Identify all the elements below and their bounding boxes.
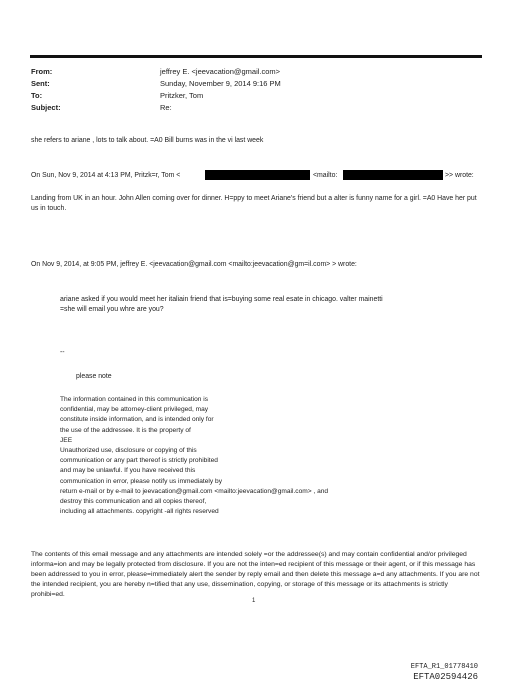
signature-separator: -- xyxy=(60,349,65,356)
quote1-header-end: >> wrote: xyxy=(445,172,474,179)
quote1-text: Landing from UK in an hour. John Allen coming over for dinner. H=ppy to meet Ariane's friend but a alter is funny name for a girl. =A0 Have her put us in touch. xyxy=(31,195,477,212)
disclaimer-line: constitute inside information, and is intended only for xyxy=(60,416,214,424)
disclaimer-line: and may be unlawful. If you have received this xyxy=(60,467,196,475)
disclaimer-line: The information contained in this communication is xyxy=(60,396,209,403)
quote2-header: On Nov 9, 2014, at 9:05 PM, jeffrey E. <jeevacation@gmail.com <mailto:jeevacation@gm=il.com> > wrote: xyxy=(31,261,357,268)
quote1-mailto: <mailto: xyxy=(313,172,338,179)
redaction-box xyxy=(205,170,310,180)
disclaimer-line: communication or any part thereof is strictly prohibited xyxy=(60,457,218,465)
quote1-header-start: On Sun, Nov 9, 2014 at 4:13 PM, Pritzk=r, Tom < xyxy=(31,172,181,179)
from-label: From: xyxy=(31,67,53,76)
disclaimer-line: Unauthorized use, disclosure or copying of this xyxy=(60,447,197,455)
to-value: Pritzker, Tom xyxy=(160,91,204,100)
quote2-line2: =she will email you whre are you? xyxy=(60,306,164,313)
disclaimer-line: return e-mail or by e-mail to jeevacation@gmail.com <mailto:jeevacation@gmail.com> , and xyxy=(60,487,329,495)
disclaimer-line: destroy this communication and all copies thereof, xyxy=(60,498,207,506)
to-label: To: xyxy=(31,91,43,100)
disclaimer-block xyxy=(60,395,360,517)
disclaimer-line: JEE xyxy=(60,436,73,444)
sent-value: Sunday, November 9, 2014 9:16 PM xyxy=(160,79,281,88)
efta-id-small: EFTA_R1_01778410 xyxy=(410,663,478,671)
page-number: 1 xyxy=(252,598,256,604)
efta-id-large: EFTA02594426 xyxy=(413,672,478,682)
disclaimer-line: the use of the addressee. It is the property of xyxy=(60,426,191,434)
please-note: please note xyxy=(76,373,112,380)
subject-value: Re: xyxy=(160,103,172,112)
quote2-line1: ariane asked if you would meet her italiain friend that is=buying some real esate in chicago. valter mainetti xyxy=(60,296,383,303)
disclaimer-line: communication in error, please notify us immediately by xyxy=(60,477,222,485)
reply-text: she refers to ariane , lots to talk about. =A0 Bill burns was in the vi last week xyxy=(31,137,264,144)
from-value: jeffrey E. <jeevacation@gmail.com> xyxy=(160,67,281,76)
sent-label: Sent: xyxy=(31,79,50,88)
header-rule xyxy=(30,55,482,58)
subject-label: Subject: xyxy=(31,103,61,112)
disclaimer-line: confidential, may be attorney-client privileged, may xyxy=(60,406,209,414)
redaction-box xyxy=(343,170,443,180)
disclaimer-line: including all attachments. copyright -all rights reserved xyxy=(60,508,219,516)
confidentiality-notice: The contents of this email message and any attachments are intended solely =or the addressee(s) and may contain confidential and/or privileged informa=ion and may be legally protected from disclosure. If you are not the inten=ed recipient of this message or their agent, or if this message has been addressed to you in error, please=immediately alert the sender by reply email and then delete this message a=d any attachments. If you are not the intended recipient, you are hereby n=tified that any use, dissemination, copying, or storage of this message or its attachments is strictly prohibi=ed. xyxy=(31,551,480,598)
